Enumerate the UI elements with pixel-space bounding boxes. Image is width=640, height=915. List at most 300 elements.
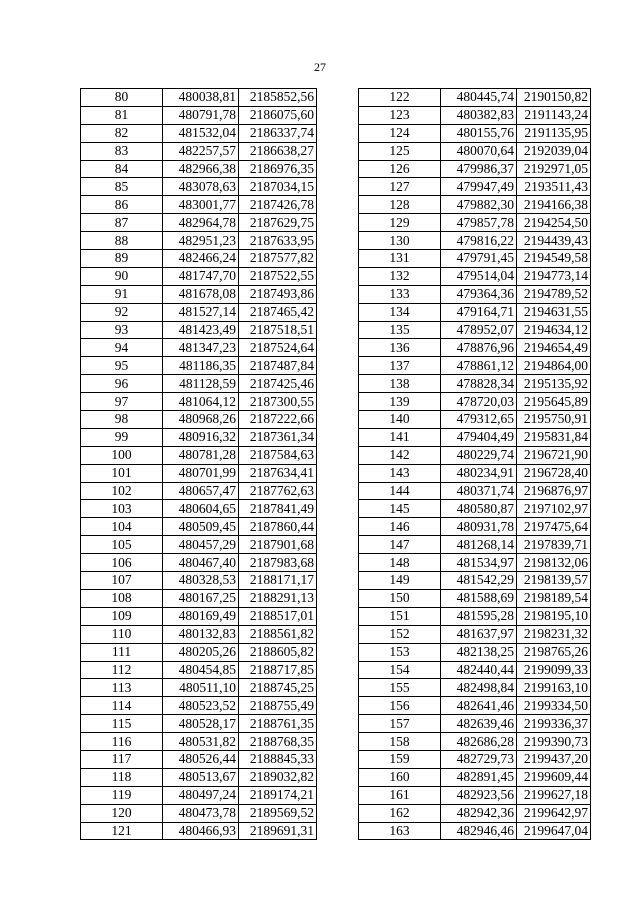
table-row bbox=[359, 124, 591, 142]
table-row bbox=[359, 554, 591, 572]
table-row bbox=[359, 142, 591, 160]
point-number-cell: 106 bbox=[81, 554, 163, 572]
point-number-cell: 102 bbox=[81, 482, 163, 500]
y-coordinate-cell: 2192971,05 bbox=[517, 160, 591, 178]
point-number-cell: 95 bbox=[81, 357, 163, 375]
y-coordinate-cell: 2187633,95 bbox=[239, 232, 317, 250]
x-coordinate-cell: 480473,78 bbox=[163, 804, 239, 822]
point-number-cell: 162 bbox=[359, 804, 441, 822]
y-coordinate-cell: 2187629,75 bbox=[239, 214, 317, 232]
y-coordinate-cell: 2194864,00 bbox=[517, 357, 591, 375]
x-coordinate-cell: 482942,36 bbox=[441, 804, 517, 822]
point-number-cell: 98 bbox=[81, 411, 163, 429]
table-row bbox=[81, 267, 317, 285]
x-coordinate-cell: 480657,47 bbox=[163, 482, 239, 500]
y-coordinate-cell: 2199647,04 bbox=[517, 822, 591, 840]
y-coordinate-cell: 2199334,50 bbox=[517, 697, 591, 715]
point-number-cell: 146 bbox=[359, 518, 441, 536]
y-coordinate-cell: 2199163,10 bbox=[517, 679, 591, 697]
y-coordinate-cell: 2198765,26 bbox=[517, 643, 591, 661]
y-coordinate-cell: 2187518,51 bbox=[239, 321, 317, 339]
x-coordinate-cell: 480791,78 bbox=[163, 106, 239, 124]
y-coordinate-cell: 2187841,49 bbox=[239, 500, 317, 518]
x-coordinate-cell: 480070,64 bbox=[441, 142, 517, 160]
x-coordinate-cell: 483001,77 bbox=[163, 196, 239, 214]
table-row bbox=[81, 554, 317, 572]
y-coordinate-cell: 2195750,91 bbox=[517, 411, 591, 429]
page-number: 27 bbox=[314, 60, 326, 74]
y-coordinate-cell: 2187487,84 bbox=[239, 357, 317, 375]
y-coordinate-cell: 2199336,37 bbox=[517, 715, 591, 733]
point-number-cell: 115 bbox=[81, 715, 163, 733]
point-number-cell: 136 bbox=[359, 339, 441, 357]
y-coordinate-cell: 2187584,63 bbox=[239, 446, 317, 464]
table-row bbox=[81, 661, 317, 679]
y-coordinate-cell: 2186638,27 bbox=[239, 142, 317, 160]
point-number-cell: 156 bbox=[359, 697, 441, 715]
table-row bbox=[81, 768, 317, 786]
x-coordinate-cell: 482686,28 bbox=[441, 733, 517, 751]
x-coordinate-cell: 482639,46 bbox=[441, 715, 517, 733]
x-coordinate-cell: 480931,78 bbox=[441, 518, 517, 536]
y-coordinate-cell: 2188517,01 bbox=[239, 607, 317, 625]
x-coordinate-cell: 478876,96 bbox=[441, 339, 517, 357]
x-coordinate-cell: 479816,22 bbox=[441, 232, 517, 250]
point-number-cell: 90 bbox=[81, 267, 163, 285]
point-number-cell: 119 bbox=[81, 786, 163, 804]
x-coordinate-cell: 481347,23 bbox=[163, 339, 239, 357]
point-number-cell: 103 bbox=[81, 500, 163, 518]
y-coordinate-cell: 2186337,74 bbox=[239, 124, 317, 142]
x-coordinate-cell: 480132,83 bbox=[163, 625, 239, 643]
x-coordinate-cell: 479791,45 bbox=[441, 250, 517, 268]
table-row bbox=[81, 643, 317, 661]
x-coordinate-cell: 481186,35 bbox=[163, 357, 239, 375]
table-row bbox=[81, 697, 317, 715]
x-coordinate-cell: 478952,07 bbox=[441, 321, 517, 339]
point-number-cell: 114 bbox=[81, 697, 163, 715]
point-number-cell: 111 bbox=[81, 643, 163, 661]
x-coordinate-cell: 481637,97 bbox=[441, 625, 517, 643]
y-coordinate-cell: 2195645,89 bbox=[517, 393, 591, 411]
y-coordinate-cell: 2187300,55 bbox=[239, 393, 317, 411]
x-coordinate-cell: 479947,49 bbox=[441, 178, 517, 196]
y-coordinate-cell: 2187577,82 bbox=[239, 250, 317, 268]
x-coordinate-cell: 480382,83 bbox=[441, 106, 517, 124]
point-number-cell: 112 bbox=[81, 661, 163, 679]
point-number-cell: 93 bbox=[81, 321, 163, 339]
point-number-cell: 94 bbox=[81, 339, 163, 357]
table-row bbox=[81, 482, 317, 500]
table-row bbox=[359, 303, 591, 321]
point-number-cell: 155 bbox=[359, 679, 441, 697]
y-coordinate-cell: 2188745,25 bbox=[239, 679, 317, 697]
table-row bbox=[359, 250, 591, 268]
table-row bbox=[81, 196, 317, 214]
x-coordinate-cell: 482891,45 bbox=[441, 768, 517, 786]
y-coordinate-cell: 2196728,40 bbox=[517, 464, 591, 482]
table-row bbox=[359, 607, 591, 625]
point-number-cell: 116 bbox=[81, 733, 163, 751]
x-coordinate-cell: 482923,56 bbox=[441, 786, 517, 804]
table-row bbox=[359, 572, 591, 590]
point-number-cell: 161 bbox=[359, 786, 441, 804]
y-coordinate-cell: 2188171,17 bbox=[239, 572, 317, 590]
point-number-cell: 84 bbox=[81, 160, 163, 178]
x-coordinate-cell: 480234,91 bbox=[441, 464, 517, 482]
table-row bbox=[359, 89, 591, 107]
x-coordinate-cell: 481527,14 bbox=[163, 303, 239, 321]
x-coordinate-cell: 482257,57 bbox=[163, 142, 239, 160]
table-row bbox=[359, 804, 591, 822]
x-coordinate-cell: 478720,03 bbox=[441, 393, 517, 411]
point-number-cell: 141 bbox=[359, 428, 441, 446]
y-coordinate-cell: 2187901,68 bbox=[239, 536, 317, 554]
x-coordinate-cell: 480155,76 bbox=[441, 124, 517, 142]
point-number-cell: 144 bbox=[359, 482, 441, 500]
point-number-cell: 88 bbox=[81, 232, 163, 250]
x-coordinate-cell: 479364,36 bbox=[441, 285, 517, 303]
x-coordinate-cell: 482641,46 bbox=[441, 697, 517, 715]
point-number-cell: 158 bbox=[359, 733, 441, 751]
table-row bbox=[359, 232, 591, 250]
y-coordinate-cell: 2199099,33 bbox=[517, 661, 591, 679]
point-number-cell: 137 bbox=[359, 357, 441, 375]
table-row bbox=[81, 607, 317, 625]
table-row bbox=[81, 822, 317, 840]
x-coordinate-cell: 483078,63 bbox=[163, 178, 239, 196]
table-row bbox=[359, 697, 591, 715]
x-coordinate-cell: 481064,12 bbox=[163, 393, 239, 411]
point-number-cell: 152 bbox=[359, 625, 441, 643]
y-coordinate-cell: 2194549,58 bbox=[517, 250, 591, 268]
table-row bbox=[81, 178, 317, 196]
table-row bbox=[359, 822, 591, 840]
table-row bbox=[81, 214, 317, 232]
y-coordinate-cell: 2197475,64 bbox=[517, 518, 591, 536]
point-number-cell: 117 bbox=[81, 750, 163, 768]
point-number-cell: 113 bbox=[81, 679, 163, 697]
table-row bbox=[359, 160, 591, 178]
x-coordinate-cell: 479882,30 bbox=[441, 196, 517, 214]
x-coordinate-cell: 480038,81 bbox=[163, 89, 239, 107]
x-coordinate-cell: 480604,65 bbox=[163, 500, 239, 518]
y-coordinate-cell: 2199627,18 bbox=[517, 786, 591, 804]
y-coordinate-cell: 2187465,42 bbox=[239, 303, 317, 321]
table-row bbox=[81, 428, 317, 446]
point-number-cell: 121 bbox=[81, 822, 163, 840]
x-coordinate-cell: 479514,04 bbox=[441, 267, 517, 285]
x-coordinate-cell: 481747,70 bbox=[163, 267, 239, 285]
table-row bbox=[81, 303, 317, 321]
point-number-cell: 92 bbox=[81, 303, 163, 321]
y-coordinate-cell: 2196721,90 bbox=[517, 446, 591, 464]
table-row bbox=[359, 661, 591, 679]
point-number-cell: 124 bbox=[359, 124, 441, 142]
x-coordinate-cell: 481268,14 bbox=[441, 536, 517, 554]
point-number-cell: 151 bbox=[359, 607, 441, 625]
x-coordinate-cell: 480454,85 bbox=[163, 661, 239, 679]
point-number-cell: 80 bbox=[81, 89, 163, 107]
y-coordinate-cell: 2195831,84 bbox=[517, 428, 591, 446]
y-coordinate-cell: 2187524,64 bbox=[239, 339, 317, 357]
table-row bbox=[81, 250, 317, 268]
x-coordinate-cell: 480169,49 bbox=[163, 607, 239, 625]
table-row bbox=[359, 339, 591, 357]
point-number-cell: 83 bbox=[81, 142, 163, 160]
y-coordinate-cell: 2199437,20 bbox=[517, 750, 591, 768]
point-number-cell: 85 bbox=[81, 178, 163, 196]
y-coordinate-cell: 2194634,12 bbox=[517, 321, 591, 339]
x-coordinate-cell: 482966,38 bbox=[163, 160, 239, 178]
y-coordinate-cell: 2187762,63 bbox=[239, 482, 317, 500]
y-coordinate-cell: 2189569,52 bbox=[239, 804, 317, 822]
x-coordinate-cell: 478828,34 bbox=[441, 375, 517, 393]
table-row bbox=[81, 160, 317, 178]
x-coordinate-cell: 481534,97 bbox=[441, 554, 517, 572]
x-coordinate-cell: 480466,93 bbox=[163, 822, 239, 840]
table-row bbox=[81, 89, 317, 107]
y-coordinate-cell: 2187634,41 bbox=[239, 464, 317, 482]
x-coordinate-cell: 478861,12 bbox=[441, 357, 517, 375]
y-coordinate-cell: 2188845,33 bbox=[239, 750, 317, 768]
coordinates-table-left bbox=[80, 88, 317, 840]
y-coordinate-cell: 2187860,44 bbox=[239, 518, 317, 536]
y-coordinate-cell: 2197102,97 bbox=[517, 500, 591, 518]
table-row bbox=[81, 679, 317, 697]
point-number-cell: 120 bbox=[81, 804, 163, 822]
point-number-cell: 81 bbox=[81, 106, 163, 124]
x-coordinate-cell: 480916,32 bbox=[163, 428, 239, 446]
table-row bbox=[81, 536, 317, 554]
point-number-cell: 118 bbox=[81, 768, 163, 786]
table-row bbox=[359, 428, 591, 446]
y-coordinate-cell: 2188761,35 bbox=[239, 715, 317, 733]
y-coordinate-cell: 2199642,97 bbox=[517, 804, 591, 822]
y-coordinate-cell: 2193511,43 bbox=[517, 178, 591, 196]
x-coordinate-cell: 482946,46 bbox=[441, 822, 517, 840]
y-coordinate-cell: 2194166,38 bbox=[517, 196, 591, 214]
y-coordinate-cell: 2187361,34 bbox=[239, 428, 317, 446]
x-coordinate-cell: 480781,28 bbox=[163, 446, 239, 464]
table-row bbox=[81, 106, 317, 124]
point-number-cell: 97 bbox=[81, 393, 163, 411]
y-coordinate-cell: 2186976,35 bbox=[239, 160, 317, 178]
point-number-cell: 142 bbox=[359, 446, 441, 464]
y-coordinate-cell: 2187222,66 bbox=[239, 411, 317, 429]
x-coordinate-cell: 480523,52 bbox=[163, 697, 239, 715]
table-row bbox=[81, 715, 317, 733]
table-row bbox=[359, 285, 591, 303]
table-row bbox=[81, 339, 317, 357]
point-number-cell: 143 bbox=[359, 464, 441, 482]
point-number-cell: 96 bbox=[81, 375, 163, 393]
y-coordinate-cell: 2188291,13 bbox=[239, 589, 317, 607]
y-coordinate-cell: 2199390,73 bbox=[517, 733, 591, 751]
x-coordinate-cell: 482964,78 bbox=[163, 214, 239, 232]
x-coordinate-cell: 480580,87 bbox=[441, 500, 517, 518]
y-coordinate-cell: 2194654,49 bbox=[517, 339, 591, 357]
table-row bbox=[81, 375, 317, 393]
y-coordinate-cell: 2191143,24 bbox=[517, 106, 591, 124]
x-coordinate-cell: 481423,49 bbox=[163, 321, 239, 339]
y-coordinate-cell: 2189032,82 bbox=[239, 768, 317, 786]
table-row bbox=[359, 446, 591, 464]
y-coordinate-cell: 2187426,78 bbox=[239, 196, 317, 214]
point-number-cell: 133 bbox=[359, 285, 441, 303]
table-row bbox=[81, 786, 317, 804]
y-coordinate-cell: 2195135,92 bbox=[517, 375, 591, 393]
x-coordinate-cell: 480513,67 bbox=[163, 768, 239, 786]
table-row bbox=[359, 196, 591, 214]
table-row bbox=[81, 321, 317, 339]
x-coordinate-cell: 479404,49 bbox=[441, 428, 517, 446]
table-row bbox=[359, 267, 591, 285]
y-coordinate-cell: 2194773,14 bbox=[517, 267, 591, 285]
y-coordinate-cell: 2185852,56 bbox=[239, 89, 317, 107]
table-row bbox=[81, 464, 317, 482]
table-row bbox=[359, 679, 591, 697]
x-coordinate-cell: 480371,74 bbox=[441, 482, 517, 500]
y-coordinate-cell: 2199609,44 bbox=[517, 768, 591, 786]
x-coordinate-cell: 479857,78 bbox=[441, 214, 517, 232]
table-row bbox=[81, 232, 317, 250]
point-number-cell: 108 bbox=[81, 589, 163, 607]
x-coordinate-cell: 479312,65 bbox=[441, 411, 517, 429]
y-coordinate-cell: 2198195,10 bbox=[517, 607, 591, 625]
table-row bbox=[359, 643, 591, 661]
x-coordinate-cell: 480467,40 bbox=[163, 554, 239, 572]
y-coordinate-cell: 2187493,86 bbox=[239, 285, 317, 303]
y-coordinate-cell: 2187522,55 bbox=[239, 267, 317, 285]
table-row bbox=[81, 446, 317, 464]
point-number-cell: 100 bbox=[81, 446, 163, 464]
point-number-cell: 129 bbox=[359, 214, 441, 232]
y-coordinate-cell: 2187983,68 bbox=[239, 554, 317, 572]
point-number-cell: 153 bbox=[359, 643, 441, 661]
x-coordinate-cell: 480968,26 bbox=[163, 411, 239, 429]
y-coordinate-cell: 2187034,15 bbox=[239, 178, 317, 196]
point-number-cell: 91 bbox=[81, 285, 163, 303]
point-number-cell: 150 bbox=[359, 589, 441, 607]
point-number-cell: 99 bbox=[81, 428, 163, 446]
table-row bbox=[359, 786, 591, 804]
table-row bbox=[359, 768, 591, 786]
y-coordinate-cell: 2188605,82 bbox=[239, 643, 317, 661]
x-coordinate-cell: 482951,23 bbox=[163, 232, 239, 250]
x-coordinate-cell: 481678,08 bbox=[163, 285, 239, 303]
table-row bbox=[359, 411, 591, 429]
table-row bbox=[359, 482, 591, 500]
point-number-cell: 148 bbox=[359, 554, 441, 572]
x-coordinate-cell: 482498,84 bbox=[441, 679, 517, 697]
point-number-cell: 123 bbox=[359, 106, 441, 124]
point-number-cell: 160 bbox=[359, 768, 441, 786]
point-number-cell: 147 bbox=[359, 536, 441, 554]
y-coordinate-cell: 2194789,52 bbox=[517, 285, 591, 303]
point-number-cell: 154 bbox=[359, 661, 441, 679]
x-coordinate-cell: 480205,26 bbox=[163, 643, 239, 661]
y-coordinate-cell: 2187425,46 bbox=[239, 375, 317, 393]
table-row bbox=[359, 321, 591, 339]
table-row bbox=[81, 625, 317, 643]
table-row bbox=[81, 285, 317, 303]
table-row bbox=[359, 464, 591, 482]
y-coordinate-cell: 2188755,49 bbox=[239, 697, 317, 715]
point-number-cell: 157 bbox=[359, 715, 441, 733]
point-number-cell: 87 bbox=[81, 214, 163, 232]
x-coordinate-cell: 481128,59 bbox=[163, 375, 239, 393]
x-coordinate-cell: 480167,25 bbox=[163, 589, 239, 607]
x-coordinate-cell: 480328,53 bbox=[163, 572, 239, 590]
x-coordinate-cell: 480531,82 bbox=[163, 733, 239, 751]
table-row bbox=[81, 518, 317, 536]
point-number-cell: 101 bbox=[81, 464, 163, 482]
x-coordinate-cell: 480509,45 bbox=[163, 518, 239, 536]
y-coordinate-cell: 2189691,31 bbox=[239, 822, 317, 840]
table-row bbox=[359, 733, 591, 751]
point-number-cell: 109 bbox=[81, 607, 163, 625]
table-row bbox=[359, 178, 591, 196]
table-row bbox=[81, 589, 317, 607]
point-number-cell: 132 bbox=[359, 267, 441, 285]
x-coordinate-cell: 480229,74 bbox=[441, 446, 517, 464]
y-coordinate-cell: 2197839,71 bbox=[517, 536, 591, 554]
table-row bbox=[81, 411, 317, 429]
point-number-cell: 82 bbox=[81, 124, 163, 142]
point-number-cell: 145 bbox=[359, 500, 441, 518]
point-number-cell: 86 bbox=[81, 196, 163, 214]
x-coordinate-cell: 480497,24 bbox=[163, 786, 239, 804]
table-row bbox=[359, 393, 591, 411]
table-row bbox=[81, 124, 317, 142]
point-number-cell: 128 bbox=[359, 196, 441, 214]
x-coordinate-cell: 480528,17 bbox=[163, 715, 239, 733]
table-row bbox=[359, 518, 591, 536]
point-number-cell: 122 bbox=[359, 89, 441, 107]
table-row bbox=[81, 142, 317, 160]
y-coordinate-cell: 2191135,95 bbox=[517, 124, 591, 142]
y-coordinate-cell: 2196876,97 bbox=[517, 482, 591, 500]
point-number-cell: 140 bbox=[359, 411, 441, 429]
x-coordinate-cell: 480701,99 bbox=[163, 464, 239, 482]
x-coordinate-cell: 482138,25 bbox=[441, 643, 517, 661]
table-row bbox=[359, 625, 591, 643]
point-number-cell: 104 bbox=[81, 518, 163, 536]
y-coordinate-cell: 2188717,85 bbox=[239, 661, 317, 679]
point-number-cell: 105 bbox=[81, 536, 163, 554]
point-number-cell: 126 bbox=[359, 160, 441, 178]
y-coordinate-cell: 2198231,32 bbox=[517, 625, 591, 643]
y-coordinate-cell: 2198132,06 bbox=[517, 554, 591, 572]
y-coordinate-cell: 2188768,35 bbox=[239, 733, 317, 751]
x-coordinate-cell: 480526,44 bbox=[163, 750, 239, 768]
table-row bbox=[359, 715, 591, 733]
point-number-cell: 139 bbox=[359, 393, 441, 411]
point-number-cell: 89 bbox=[81, 250, 163, 268]
table-row bbox=[81, 733, 317, 751]
x-coordinate-cell: 480457,29 bbox=[163, 536, 239, 554]
x-coordinate-cell: 479164,71 bbox=[441, 303, 517, 321]
point-number-cell: 107 bbox=[81, 572, 163, 590]
x-coordinate-cell: 481595,28 bbox=[441, 607, 517, 625]
table-row bbox=[359, 750, 591, 768]
y-coordinate-cell: 2198189,54 bbox=[517, 589, 591, 607]
table-row bbox=[359, 589, 591, 607]
y-coordinate-cell: 2186075,60 bbox=[239, 106, 317, 124]
x-coordinate-cell: 481542,29 bbox=[441, 572, 517, 590]
point-number-cell: 159 bbox=[359, 750, 441, 768]
